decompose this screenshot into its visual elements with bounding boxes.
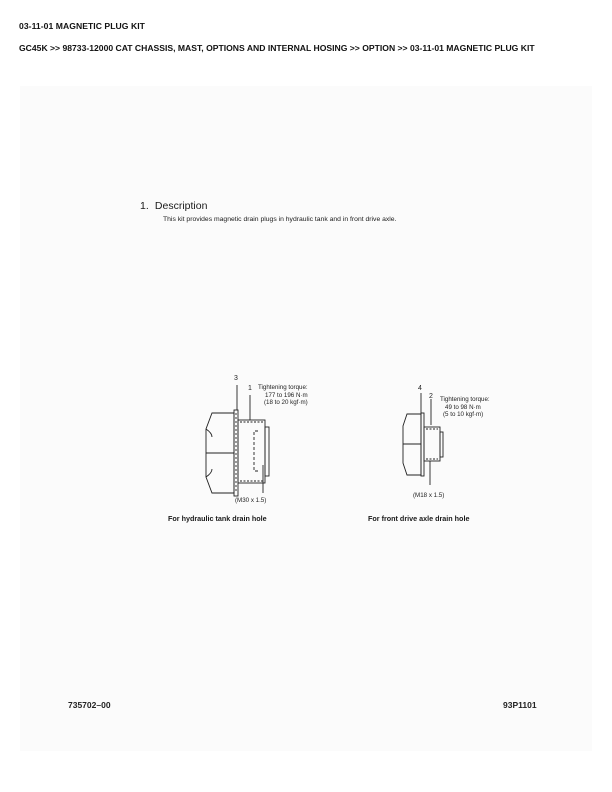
- section-number: 1.: [140, 200, 149, 212]
- torque-spec-2: Tightening torque: 49 to 98 N·m (5 to 10 kgf·m): [440, 396, 490, 419]
- thread-size-2: (M18 x 1.5): [413, 492, 445, 499]
- callout-3: 3: [234, 375, 238, 382]
- callout-1: 1: [248, 385, 252, 392]
- section-body: This kit provides magnetic drain plugs in hydraulic tank and in front drive axle.: [163, 216, 397, 223]
- thread-size-1: (M30 x 1.5): [235, 497, 267, 504]
- breadcrumb: GC45K >> 98733-12000 CAT CHASSIS, MAST, OPTIONS AND INTERNAL HOSING >> OPTION >> 03-11-01 MAGNETIC PLUG KIT: [19, 43, 535, 53]
- callout-2: 2: [429, 393, 433, 400]
- figure-caption-2: For front drive axle drain hole: [368, 514, 470, 523]
- section-heading: [140, 200, 207, 212]
- page-title: 03-11-01 MAGNETIC PLUG KIT: [19, 21, 145, 31]
- document-page: [20, 86, 592, 751]
- figure-caption-1: For hydraulic tank drain hole: [168, 514, 267, 523]
- callout-4: 4: [418, 385, 422, 392]
- figure-code: 93P1101: [503, 700, 537, 710]
- torque-spec-1: Tightening torque: 177 to 196 N·m (18 to 20 kgf·m): [258, 384, 308, 407]
- section-title: Description: [154, 200, 208, 212]
- document-number: 735702–00: [68, 700, 111, 710]
